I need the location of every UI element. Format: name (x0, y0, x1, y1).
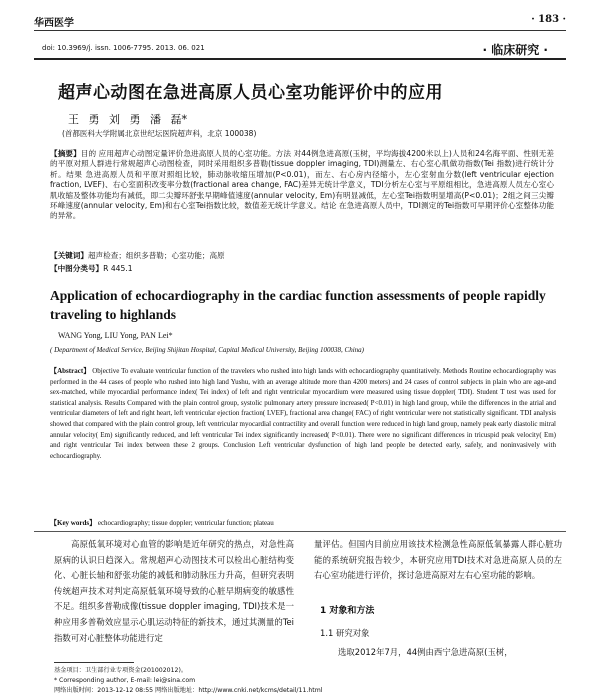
doi: doi: 10.3969/j. issn. 1006-7795. 2013. 06. 021 (42, 44, 205, 52)
en-title: Application of echocardiography in the cardiac function assessments of people rapidly traveling to highlands (50, 288, 546, 322)
en-abstract-text: Objective To evaluate ventricular function of the travelers who rushed into high lands with echocardiography quantitatively. Methods Routine echocardiography was performed in the 44 cases of people who rushed into high land Yushu, with an average altitude more than 4200 meters) and 24 cases of control subjects in plain who are age-and sex-matched, while myocardial performance index( Tei index) of left and right ventricular myocardium were measured using tissue doppler( TDI). Student T test was used for statistical analysis. Results Compared with the plain control group, systolic pulmonary artery pressure increased( P<0.01) in high land group, while the differences in the atrial and ventricular diameters of left and right heart, left ventricular ejection fraction( LVEF), fractional area change( FAC) of right ventricular were not statistically significant. TDI analysis showed that compared with the plain control group, left ventricular myocardial contractility and overall function were reduced in high land group, namely peak early diastolic mitral annular velocity( Em) significantly reduced, and left ventricular Tei index significantly increased( P<0.01). There were no significant differences in tricuspid peak velocity( Em) and right ventricular Tei index between these 2 groups. Conclusion Left ventricular dysfunction of high land people be detected early, safely, and noninvasively with echocardiography. (50, 367, 556, 460)
cn-authors: 王 勇 刘 勇 潘 磊* (68, 113, 187, 126)
cn-abstract-label: 【摘要】 (50, 149, 81, 158)
en-abstract (50, 366, 556, 461)
cn-abstract-text: 目的 应用超声心动图定量评价急进高原人员的心室功能。方法 对44例急进高原(玉树，平均海拔4200米以上)人员和24名海平面、性别无差的平原对照人群进行常规超声心动图检查，同时采用组织多普勒(tissue doppler imaging, TDI)测量左、右心室心肌做功指数(Tei 指数)进行统计分析。结果 急进高原人员和平原对照组比较，肺动脉收缩压增加(P<0.01)，而左、右心房内径缩小，左心室射血分数(left ventricular ejection fraction, LVEF)、右心室面积改变率分数(fractional area change, FAC)差异无统计学意义，TDI分析左心室与平原组相比，急进高原人员左心室心肌收缩及整体功能均有减低，即二尖瓣环舒张早期峰值速度(annular velocity, Em)有明显减低，左心室Tei指数明显增高(P<0.01)；2组之间三尖瓣环峰速度(annular velocity, Em)和右心室Tei指数比较，数值差无统计学意义。结论 在急进高原人员中，TDI测定的Tei指数可早期评价心室整体功能的异常。 (50, 149, 554, 221)
subsection-heading: 1.1 研究对象 (320, 628, 370, 638)
cn-title: 超声心动图在急进高原人员心室功能评价中的应用 (58, 83, 443, 103)
cn-keywords (50, 251, 225, 261)
en-authors: WANG Yong, LIU Yong, PAN Lei* (58, 331, 173, 340)
journal-name: 华西医学 (34, 18, 74, 29)
cn-keywords-label: 【关键词】 (50, 251, 88, 260)
body-column-right-continued: 选取2012年7月，44例由西宁急进高原(玉树， (338, 647, 513, 657)
en-abstract-label: 【Abstract】 (50, 367, 91, 375)
en-keywords-text: echocardiography; tissue doppler; ventricular function; plateau (97, 519, 274, 527)
header-rule (34, 30, 566, 31)
abstract-end-rule (34, 531, 566, 532)
title-rule (34, 58, 566, 60)
footnote-corresponding: * Corresponding author, E-mail: lei@sina.com (54, 677, 196, 684)
section-label: · 临床研究 · (482, 43, 548, 57)
cn-class (50, 264, 133, 274)
page-number: · 183 · (531, 14, 566, 25)
footnote-rule (54, 662, 134, 663)
cn-class-label: 【中图分类号】 (50, 264, 104, 273)
footnote-published: 网络出版时间：2013-12-12 08:55 网络出版地址：http://www.cnki.net/kcms/detail/11.html (54, 687, 323, 694)
en-keywords (50, 518, 274, 528)
section-heading: 1 对象和方法 (320, 606, 375, 616)
cn-class-text: R 445.1 (103, 264, 133, 273)
body-column-left: 高原低氧环境对心血管的影响是近年研究的热点，对急性高原病的认识日趋深入。常规超声心动图技术可以检出心脏结构变化、心脏长轴和舒张功能的减低和肺动脉压力升高，但研究表明传统超声技术对判定高原低氧环境导致的心脏早期病变的敏感性不足。组织多普勒成像(tissue doppler imaging, TDI)技术是一种应用多普勒效应显示心肌运动特征的新技术，通过其测量的Tei指数可对心脏整体功能进行定 (54, 539, 294, 643)
cn-keywords-text: 超声检查；组织多普勒；心室功能；高原 (87, 251, 225, 260)
cn-abstract (50, 149, 554, 222)
en-affiliation: ( Department of Medical Service, Beijing Shijitan Hospital, Capital Medical University, Beijing 100038, China) (50, 346, 364, 354)
cn-affiliation: (首都医科大学附属北京世纪坛医院超声科，北京 100038) (62, 129, 257, 138)
body-column-right: 量评估。但国内目前应用该技术检测急性高原低氧暴露人群心脏功能的系统研究报告较少，本研究应用TDI技术对急进高原人员的左右心室功能进行评价，探讨急进高原对左右心室功能的影响。 (314, 539, 562, 581)
footnote-fund: 基金项目：卫生部行业专项资金(201002012)。 (54, 667, 188, 674)
en-keywords-label: 【Key words】 (50, 519, 97, 527)
